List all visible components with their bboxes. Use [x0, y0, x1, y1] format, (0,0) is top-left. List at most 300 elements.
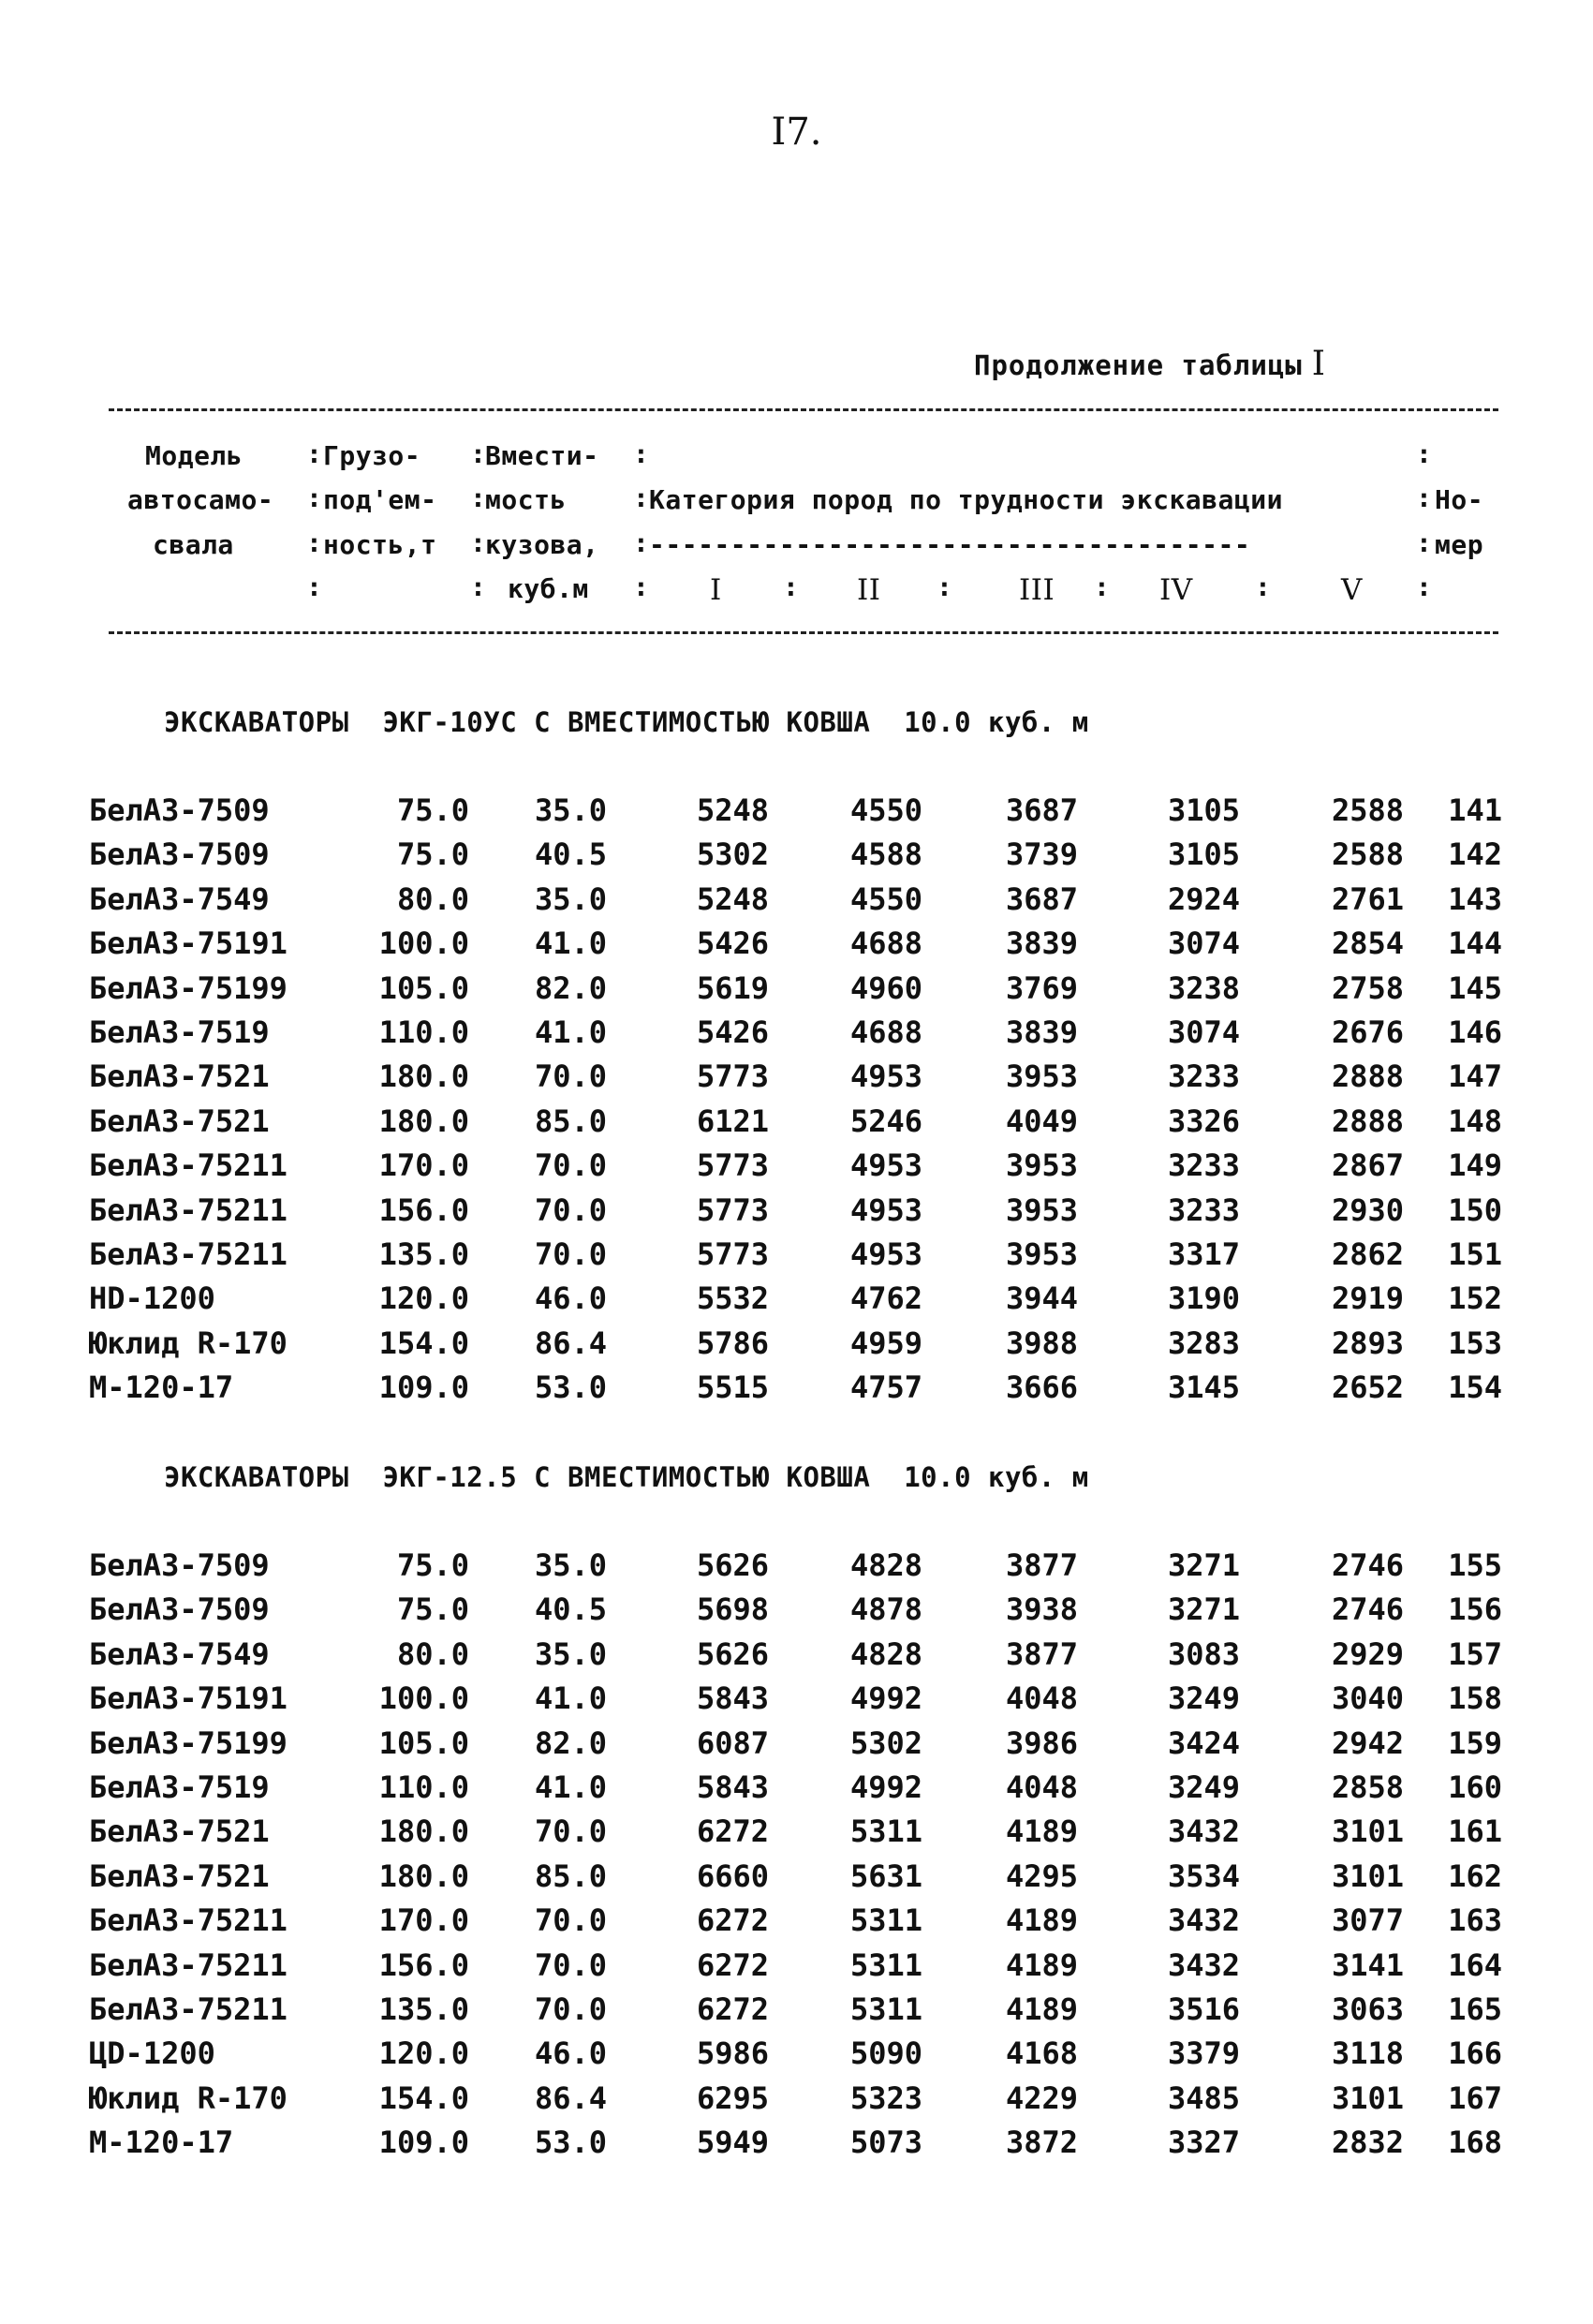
category-ii-cell: 4828	[849, 1636, 922, 1672]
header-top-rule	[109, 408, 1498, 411]
category-iii-cell: 3872	[1005, 2124, 1078, 2161]
body-volume-cell: 41.0	[534, 925, 607, 962]
body-volume-cell: 70.0	[534, 1991, 607, 2027]
table-row	[0, 1147, 1593, 1191]
category-i-cell: 5515	[696, 1369, 769, 1406]
body-volume-cell: 41.0	[534, 1680, 607, 1717]
row-number-cell: 153	[1448, 1325, 1502, 1361]
category-iv-cell: 3432	[1167, 1947, 1240, 1983]
category-ii-cell: 4550	[849, 881, 922, 917]
body-volume-cell: 35.0	[534, 881, 607, 917]
header-category-rule: -------------------------------------	[649, 529, 1251, 560]
row-number-cell: 147	[1448, 1058, 1502, 1095]
category-v-cell: 2588	[1331, 792, 1404, 828]
row-number-cell: 162	[1448, 1858, 1502, 1894]
model-cell: М-120-17	[89, 1369, 234, 1406]
category-v-cell: 2746	[1331, 1591, 1404, 1628]
category-iv-cell: 3516	[1167, 1991, 1240, 2027]
category-i-cell: 5773	[696, 1058, 769, 1095]
body-volume-cell: 70.0	[534, 1058, 607, 1095]
category-v-cell: 2919	[1331, 1280, 1404, 1317]
separator: :	[1416, 571, 1433, 602]
body-volume-cell: 82.0	[534, 1724, 607, 1761]
model-cell: БелАЗ-75211	[89, 1192, 288, 1228]
header-number-line1: Но-	[1435, 484, 1484, 515]
category-ii-cell: 4828	[849, 1547, 922, 1583]
table-row	[0, 881, 1593, 925]
category-iii-cell: 4049	[1005, 1103, 1078, 1139]
table-row	[0, 970, 1593, 1014]
category-v-cell: 3040	[1331, 1680, 1404, 1717]
table-row	[0, 1591, 1593, 1635]
table-row	[0, 1769, 1593, 1813]
category-v-cell: 3101	[1331, 1813, 1404, 1850]
category-v-cell: 2676	[1331, 1014, 1404, 1050]
category-v-cell: 3077	[1331, 1902, 1404, 1939]
body-volume-cell: 70.0	[534, 1947, 607, 1983]
category-v-cell: 2930	[1331, 1192, 1404, 1228]
row-number-cell: 151	[1448, 1236, 1502, 1272]
category-ii-cell: 4688	[849, 1014, 922, 1050]
category-v-cell: 2588	[1331, 836, 1404, 873]
row-number-cell: 144	[1448, 925, 1502, 962]
separator: :	[1416, 438, 1433, 469]
model-cell: БелАЗ-7521	[89, 1058, 270, 1095]
header-capacity-line3: кузова,	[485, 529, 599, 560]
separator: :	[1416, 482, 1433, 513]
separator: :	[1416, 527, 1433, 558]
category-ii-cell: 4953	[849, 1192, 922, 1228]
category-iv-cell: 3249	[1167, 1769, 1240, 1805]
load-capacity-cell: 120.0	[378, 1280, 469, 1317]
table-row	[0, 1813, 1593, 1857]
category-i-cell: 5773	[696, 1236, 769, 1272]
separator: :	[470, 527, 487, 558]
category-ii-cell: 4992	[849, 1680, 922, 1717]
table-row	[0, 1058, 1593, 1102]
table-row	[0, 792, 1593, 836]
row-number-cell: 158	[1448, 1680, 1502, 1717]
category-ii-cell: 4688	[849, 925, 922, 962]
body-volume-cell: 35.0	[534, 792, 607, 828]
header-category-iv: IV	[1159, 573, 1193, 607]
row-number-cell: 149	[1448, 1147, 1502, 1184]
table-row	[0, 1680, 1593, 1724]
row-number-cell: 150	[1448, 1192, 1502, 1228]
category-i-cell: 5248	[696, 881, 769, 917]
category-iii-cell: 4168	[1005, 2035, 1078, 2072]
body-volume-cell: 35.0	[534, 1636, 607, 1672]
category-i-cell: 5426	[696, 1014, 769, 1050]
category-iv-cell: 3074	[1167, 1014, 1240, 1050]
category-ii-cell: 5323	[849, 2080, 922, 2116]
separator: :	[306, 438, 323, 469]
row-number-cell: 168	[1448, 2124, 1502, 2161]
table-row	[0, 1103, 1593, 1147]
body-volume-cell: 86.4	[534, 2080, 607, 2116]
body-volume-cell: 86.4	[534, 1325, 607, 1361]
row-number-cell: 152	[1448, 1280, 1502, 1317]
body-volume-cell: 40.5	[534, 1591, 607, 1628]
category-i-cell: 6272	[696, 1902, 769, 1939]
load-capacity-cell: 180.0	[378, 1058, 469, 1095]
category-iv-cell: 3379	[1167, 2035, 1240, 2072]
category-iv-cell: 3432	[1167, 1902, 1240, 1939]
separator: :	[1094, 571, 1111, 602]
category-iv-cell: 3233	[1167, 1147, 1240, 1184]
header-model-line1: Модель	[145, 440, 243, 471]
model-cell: БелАЗ-7519	[89, 1014, 270, 1050]
load-capacity-cell: 75.0	[396, 1547, 469, 1583]
model-cell: БелАЗ-7521	[89, 1858, 270, 1894]
row-number-cell: 157	[1448, 1636, 1502, 1672]
category-iv-cell: 3233	[1167, 1192, 1240, 1228]
category-i-cell: 6272	[696, 1991, 769, 2027]
load-capacity-cell: 170.0	[378, 1147, 469, 1184]
separator: :	[1255, 571, 1272, 602]
body-volume-cell: 70.0	[534, 1813, 607, 1850]
model-cell: БелАЗ-7521	[89, 1813, 270, 1850]
body-volume-cell: 35.0	[534, 1547, 607, 1583]
model-cell: БелАЗ-7519	[89, 1769, 270, 1805]
table-row	[0, 2124, 1593, 2168]
load-capacity-cell: 100.0	[378, 1680, 469, 1717]
body-volume-cell: 85.0	[534, 1103, 607, 1139]
body-volume-cell: 70.0	[534, 1236, 607, 1272]
model-cell: БелАЗ-7509	[89, 1547, 270, 1583]
row-number-cell: 143	[1448, 881, 1502, 917]
body-volume-cell: 53.0	[534, 2124, 607, 2161]
load-capacity-cell: 156.0	[378, 1192, 469, 1228]
category-v-cell: 2854	[1331, 925, 1404, 962]
model-cell: БелАЗ-7509	[89, 836, 270, 873]
category-i-cell: 6087	[696, 1724, 769, 1761]
category-ii-cell: 5311	[849, 1813, 922, 1850]
category-v-cell: 2858	[1331, 1769, 1404, 1805]
model-cell: БелАЗ-75211	[89, 1147, 288, 1184]
category-iv-cell: 3317	[1167, 1236, 1240, 1272]
category-i-cell: 5626	[696, 1547, 769, 1583]
model-cell: БелАЗ-7521	[89, 1103, 270, 1139]
model-cell: БелАЗ-75211	[89, 1902, 288, 1939]
category-i-cell: 5619	[696, 970, 769, 1006]
load-capacity-cell: 110.0	[378, 1769, 469, 1805]
category-ii-cell: 4992	[849, 1769, 922, 1805]
separator: :	[306, 571, 323, 602]
category-iii-cell: 3839	[1005, 1014, 1078, 1050]
category-iv-cell: 3271	[1167, 1547, 1240, 1583]
row-number-cell: 156	[1448, 1591, 1502, 1628]
category-iv-cell: 3327	[1167, 2124, 1240, 2161]
load-capacity-cell: 105.0	[378, 970, 469, 1006]
category-v-cell: 3141	[1331, 1947, 1404, 1983]
table-row	[0, 1369, 1593, 1413]
body-volume-cell: 70.0	[534, 1147, 607, 1184]
category-v-cell: 2758	[1331, 970, 1404, 1006]
category-v-cell: 3118	[1331, 2035, 1404, 2072]
category-iii-cell: 4189	[1005, 1902, 1078, 1939]
category-ii-cell: 5090	[849, 2035, 922, 2072]
body-volume-cell: 53.0	[534, 1369, 607, 1406]
category-iv-cell: 3432	[1167, 1813, 1240, 1850]
category-ii-cell: 5302	[849, 1724, 922, 1761]
table-row	[0, 836, 1593, 880]
section-title: ЭКСКАВАТОРЫ ЭКГ-10УС С ВМЕСТИМОСТЬЮ КОВША 10.0 куб. м	[164, 706, 1089, 738]
body-volume-cell: 41.0	[534, 1014, 607, 1050]
category-iii-cell: 3769	[1005, 970, 1078, 1006]
category-ii-cell: 4878	[849, 1591, 922, 1628]
category-ii-cell: 4762	[849, 1280, 922, 1317]
category-iv-cell: 3145	[1167, 1369, 1240, 1406]
category-v-cell: 2929	[1331, 1636, 1404, 1672]
category-ii-cell: 4959	[849, 1325, 922, 1361]
header-model-line2: автосамо-	[127, 484, 274, 515]
model-cell: БелАЗ-75199	[89, 970, 288, 1006]
load-capacity-cell: 110.0	[378, 1014, 469, 1050]
separator: :	[937, 571, 953, 602]
header-number-line2: мер	[1435, 529, 1484, 560]
model-cell: БелАЗ-75199	[89, 1724, 288, 1761]
category-i-cell: 5302	[696, 836, 769, 873]
model-cell: ЦD-1200	[89, 2035, 215, 2072]
load-capacity-cell: 75.0	[396, 792, 469, 828]
body-volume-cell: 40.5	[534, 836, 607, 873]
category-v-cell: 3063	[1331, 1991, 1404, 2027]
category-iv-cell: 3534	[1167, 1858, 1240, 1894]
row-number-cell: 165	[1448, 1991, 1502, 2027]
header-category-i: I	[710, 573, 722, 607]
separator: :	[306, 482, 323, 513]
load-capacity-cell: 180.0	[378, 1103, 469, 1139]
category-iii-cell: 4048	[1005, 1680, 1078, 1717]
row-number-cell: 146	[1448, 1014, 1502, 1050]
header-category-v: V	[1341, 573, 1363, 607]
load-capacity-cell: 154.0	[378, 1325, 469, 1361]
load-capacity-cell: 109.0	[378, 1369, 469, 1406]
model-cell: БелАЗ-75211	[89, 1947, 288, 1983]
category-i-cell: 5786	[696, 1325, 769, 1361]
table-row	[0, 1725, 1593, 1769]
load-capacity-cell: 80.0	[396, 881, 469, 917]
category-v-cell: 2652	[1331, 1369, 1404, 1406]
category-iii-cell: 3944	[1005, 1280, 1078, 1317]
separator: :	[306, 527, 323, 558]
table-row	[0, 1192, 1593, 1236]
model-cell: Юклид R-170	[89, 1325, 288, 1361]
category-ii-cell: 5246	[849, 1103, 922, 1139]
category-iv-cell: 3271	[1167, 1591, 1240, 1628]
model-cell: БелАЗ-75211	[89, 1236, 288, 1272]
row-number-cell: 166	[1448, 2035, 1502, 2072]
category-i-cell: 5698	[696, 1591, 769, 1628]
category-ii-cell: 4953	[849, 1058, 922, 1095]
category-v-cell: 2832	[1331, 2124, 1404, 2161]
row-number-cell: 163	[1448, 1902, 1502, 1939]
row-number-cell: 167	[1448, 2080, 1502, 2116]
table-row	[0, 1902, 1593, 1946]
model-cell: М-120-17	[89, 2124, 234, 2161]
category-iii-cell: 4295	[1005, 1858, 1078, 1894]
row-number-cell: 148	[1448, 1103, 1502, 1139]
load-capacity-cell: 135.0	[378, 1236, 469, 1272]
category-i-cell: 6660	[696, 1858, 769, 1894]
category-ii-cell: 4960	[849, 970, 922, 1006]
model-cell: HD-1200	[89, 1280, 215, 1317]
category-i-cell: 5426	[696, 925, 769, 962]
caption-text: Продолжение таблицы	[974, 349, 1303, 381]
header-load-line3: ность,т	[323, 529, 437, 560]
row-number-cell: 155	[1448, 1547, 1502, 1583]
category-iv-cell: 3083	[1167, 1636, 1240, 1672]
category-iii-cell: 4189	[1005, 1813, 1078, 1850]
category-ii-cell: 4757	[849, 1369, 922, 1406]
table-row	[0, 1236, 1593, 1280]
category-iii-cell: 3877	[1005, 1636, 1078, 1672]
row-number-cell: 160	[1448, 1769, 1502, 1805]
category-i-cell: 6295	[696, 2080, 769, 2116]
model-cell: Юклид R-170	[89, 2080, 288, 2116]
category-ii-cell: 5073	[849, 2124, 922, 2161]
header-category: Категория пород по трудности экскавации	[649, 484, 1283, 515]
load-capacity-cell: 100.0	[378, 925, 469, 962]
category-iv-cell: 3074	[1167, 925, 1240, 962]
header-bottom-rule	[109, 631, 1498, 634]
row-number-cell: 159	[1448, 1724, 1502, 1761]
table-row	[0, 1947, 1593, 1991]
category-iii-cell: 3938	[1005, 1591, 1078, 1628]
table-row	[0, 2080, 1593, 2124]
row-number-cell: 145	[1448, 970, 1502, 1006]
category-i-cell: 5626	[696, 1636, 769, 1672]
category-i-cell: 6272	[696, 1813, 769, 1850]
table-row	[0, 2035, 1593, 2079]
table-row	[0, 1547, 1593, 1591]
category-iv-cell: 3105	[1167, 836, 1240, 873]
row-number-cell: 142	[1448, 836, 1502, 873]
table-row	[0, 1858, 1593, 1902]
model-cell: БелАЗ-7509	[89, 792, 270, 828]
category-v-cell: 2942	[1331, 1724, 1404, 1761]
load-capacity-cell: 135.0	[378, 1991, 469, 2027]
table-caption	[974, 345, 1326, 383]
load-capacity-cell: 170.0	[378, 1902, 469, 1939]
table-row	[0, 925, 1593, 969]
separator: :	[470, 482, 487, 513]
body-volume-cell: 70.0	[534, 1192, 607, 1228]
separator: :	[470, 571, 487, 602]
separator: :	[633, 527, 650, 558]
category-v-cell: 2862	[1331, 1236, 1404, 1272]
header-capacity-line2: мость	[485, 484, 567, 515]
table-row	[0, 1325, 1593, 1369]
header-category-ii: II	[857, 573, 881, 607]
category-i-cell: 5532	[696, 1280, 769, 1317]
category-i-cell: 5248	[696, 792, 769, 828]
row-number-cell: 141	[1448, 792, 1502, 828]
category-iii-cell: 3953	[1005, 1192, 1078, 1228]
category-iii-cell: 3988	[1005, 1325, 1078, 1361]
category-iv-cell: 3485	[1167, 2080, 1240, 2116]
separator: :	[633, 571, 650, 602]
load-capacity-cell: 180.0	[378, 1813, 469, 1850]
header-capacity-line4: куб.м	[508, 573, 589, 604]
category-iii-cell: 3953	[1005, 1236, 1078, 1272]
body-volume-cell: 82.0	[534, 970, 607, 1006]
category-iii-cell: 4229	[1005, 2080, 1078, 2116]
category-iv-cell: 3238	[1167, 970, 1240, 1006]
header-model-line3: свала	[153, 529, 234, 560]
separator: :	[470, 438, 487, 469]
model-cell: БелАЗ-7509	[89, 1591, 270, 1628]
category-iii-cell: 3739	[1005, 836, 1078, 873]
category-ii-cell: 5311	[849, 1902, 922, 1939]
category-v-cell: 2867	[1331, 1147, 1404, 1184]
load-capacity-cell: 75.0	[396, 1591, 469, 1628]
model-cell: БелАЗ-75211	[89, 1991, 288, 2027]
model-cell: БелАЗ-7549	[89, 1636, 270, 1672]
category-ii-cell: 4588	[849, 836, 922, 873]
category-v-cell: 2888	[1331, 1103, 1404, 1139]
separator: :	[633, 482, 650, 513]
category-i-cell: 5773	[696, 1147, 769, 1184]
model-cell: БелАЗ-7549	[89, 881, 270, 917]
row-number-cell: 161	[1448, 1813, 1502, 1850]
model-cell: БелАЗ-75191	[89, 925, 288, 962]
header-capacity-line1: Вмести-	[485, 440, 599, 471]
category-v-cell: 2761	[1331, 881, 1404, 917]
category-iii-cell: 3877	[1005, 1547, 1078, 1583]
category-iv-cell: 3249	[1167, 1680, 1240, 1717]
category-v-cell: 3101	[1331, 2080, 1404, 2116]
category-i-cell: 5986	[696, 2035, 769, 2072]
category-iii-cell: 3839	[1005, 925, 1078, 962]
category-iii-cell: 4048	[1005, 1769, 1078, 1805]
category-ii-cell: 5311	[849, 1947, 922, 1983]
body-volume-cell: 85.0	[534, 1858, 607, 1894]
category-ii-cell: 4953	[849, 1236, 922, 1272]
category-iii-cell: 3986	[1005, 1724, 1078, 1761]
load-capacity-cell: 154.0	[378, 2080, 469, 2116]
load-capacity-cell: 75.0	[396, 836, 469, 873]
category-iv-cell: 2924	[1167, 881, 1240, 917]
caption-table-number: I	[1311, 345, 1326, 383]
category-i-cell: 6272	[696, 1947, 769, 1983]
category-i-cell: 5773	[696, 1192, 769, 1228]
header-category-iii: III	[1019, 573, 1055, 607]
section-title: ЭКСКАВАТОРЫ ЭКГ-12.5 С ВМЕСТИМОСТЬЮ КОВША 10.0 куб. м	[164, 1461, 1089, 1493]
separator: :	[783, 571, 800, 602]
category-i-cell: 6121	[696, 1103, 769, 1139]
category-v-cell: 3101	[1331, 1858, 1404, 1894]
category-iii-cell: 3687	[1005, 881, 1078, 917]
category-iii-cell: 3687	[1005, 792, 1078, 828]
category-iv-cell: 3283	[1167, 1325, 1240, 1361]
category-v-cell: 2893	[1331, 1325, 1404, 1361]
category-i-cell: 5949	[696, 2124, 769, 2161]
model-cell: БелАЗ-75191	[89, 1680, 288, 1717]
load-capacity-cell: 80.0	[396, 1636, 469, 1672]
category-iii-cell: 4189	[1005, 1947, 1078, 1983]
category-ii-cell: 4550	[849, 792, 922, 828]
load-capacity-cell: 105.0	[378, 1724, 469, 1761]
category-i-cell: 5843	[696, 1680, 769, 1717]
table-row	[0, 1280, 1593, 1324]
category-iv-cell: 3105	[1167, 792, 1240, 828]
category-v-cell: 2746	[1331, 1547, 1404, 1583]
body-volume-cell: 46.0	[534, 2035, 607, 2072]
category-iv-cell: 3233	[1167, 1058, 1240, 1095]
load-capacity-cell: 120.0	[378, 2035, 469, 2072]
